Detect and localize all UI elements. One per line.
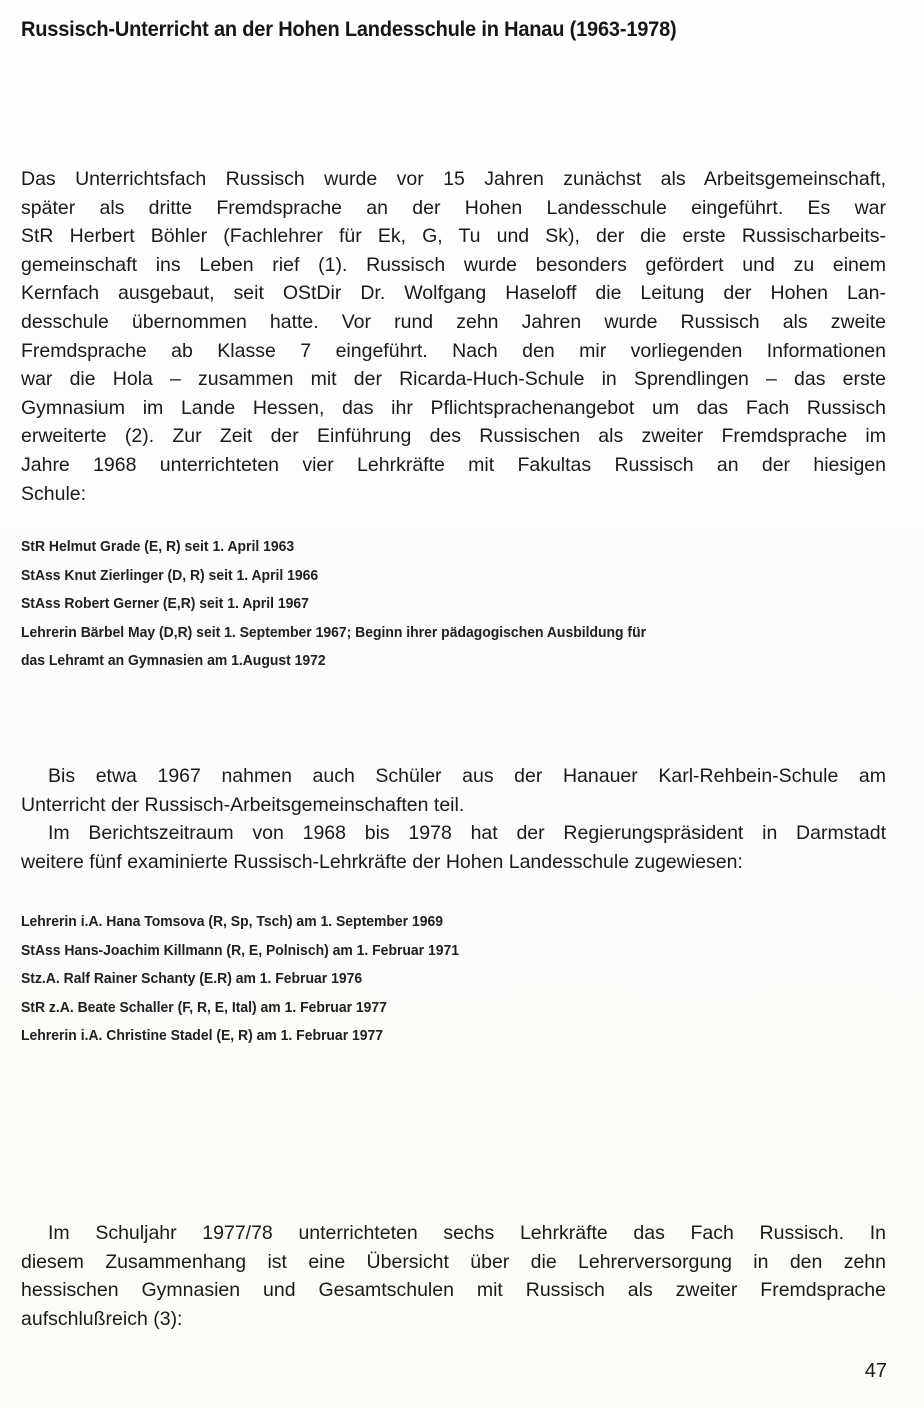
teacher-entry: StAss Hans-Joachim Killmann (R, E, Polnisch) am 1. Februar 1971 <box>21 941 460 959</box>
teacher-list-1968 <box>21 533 646 676</box>
text-line: Kernfach ausgebaut, seit OStDir Dr. Wolfgang Haseloff die Leitung der Hohen Lan- <box>21 282 886 305</box>
teacher-entry: das Lehramt an Gymnasien am 1.August 1972 <box>21 652 326 670</box>
teacher-entry: StAss Robert Gerner (E,R) seit 1. April 1967 <box>21 595 309 613</box>
teacher-entry: StAss Knut Zierlinger (D, R) seit 1. April 1966 <box>21 566 319 584</box>
text-line: Im Berichtszeitraum von 1968 bis 1978 hat der Regierungspräsident in Darmstadt <box>48 822 886 845</box>
text-line: war die Hola – zusammen mit der Ricarda-Huch-Schule in Sprendlingen – das erste <box>21 368 886 391</box>
text-line: Jahre 1968 unterrichteten vier Lehrkräfte mit Fakultas Russisch an der hiesigen <box>21 453 886 476</box>
text-line: StR Herbert Böhler (Fachlehrer für Ek, G, Tu und Sk), der die erste Russischarbeits- <box>21 225 886 248</box>
text-line: weitere fünf examinierte Russisch-Lehrkräfte der Hohen Landesschule zugewiesen: <box>21 850 743 873</box>
text-line: Das Unterrichtsfach Russisch wurde vor 15 Jahren zunächst als Arbeitsgemeinschaft, <box>21 168 886 190</box>
teacher-entry: Lehrerin i.A. Hana Tomsova (R, Sp, Tsch) am 1. September 1969 <box>21 913 443 930</box>
teacher-entry: Lehrerin Bärbel May (D,R) seit 1. September 1967; Beginn ihrer pädagogischen Ausbildung für <box>21 623 647 641</box>
text-line: Schule: <box>21 482 87 505</box>
page-number: 47 <box>864 1360 887 1382</box>
page-title: Russisch-Unterricht an der Hohen Landesschule in Hanau (1963-1978) <box>21 17 677 41</box>
paragraph-intro <box>21 165 886 508</box>
teacher-entry: StR Helmut Grade (E, R) seit 1. April 1963 <box>21 538 295 555</box>
text-line: desschule übernommen hatte. Vor rund zehn Jahren wurde Russisch als zweite <box>21 310 886 333</box>
text-line: Fremdsprache ab Klasse 7 eingeführt. Nach den mir vorliegenden Informationen <box>21 339 886 362</box>
text-line: aufschlußreich (3): <box>21 1307 183 1330</box>
paragraph-assignments <box>21 762 886 876</box>
text-line: diesem Zusammenhang ist eine Übersicht über die Lehrerversorgung in den zehn <box>21 1250 886 1273</box>
text-line: gemeinschaft ins Leben rief (1). Russisch wurde besonders gefördert und zu einem <box>21 253 886 276</box>
text-line: Gymnasium im Lande Hessen, das ihr Pflichtsprachenangebot um das Fach Russisch <box>21 396 886 419</box>
text-line: Bis etwa 1967 nahmen auch Schüler aus der Hanauer Karl-Rehbein-Schule am <box>48 765 886 787</box>
paragraph-school-year <box>21 1219 886 1333</box>
text-line: hessischen Gymnasien und Gesamtschulen mit Russisch als zweiter Fremdsprache <box>21 1279 886 1302</box>
text-line: später als dritte Fremdsprache an der Hohen Landesschule eingeführt. Es war <box>21 196 886 219</box>
teacher-entry: Stz.A. Ralf Rainer Schanty (E.R) am 1. Februar 1976 <box>21 970 363 988</box>
teacher-entry: Lehrerin i.A. Christine Stadel (E, R) am 1. Februar 1977 <box>21 1027 384 1045</box>
text-line: erweiterte (2). Zur Zeit der Einführung des Russischen als zweiter Fremdsprache im <box>21 425 886 448</box>
text-line: Unterricht der Russisch-Arbeitsgemeinschaften teil. <box>21 793 465 816</box>
teacher-list-assigned <box>21 908 459 1051</box>
text-line: Im Schuljahr 1977/78 unterrichteten sechs Lehrkräfte das Fach Russisch. In <box>48 1222 886 1244</box>
teacher-entry: StR z.A. Beate Schaller (F, R, E, Ital) am 1. Februar 1977 <box>21 998 387 1016</box>
